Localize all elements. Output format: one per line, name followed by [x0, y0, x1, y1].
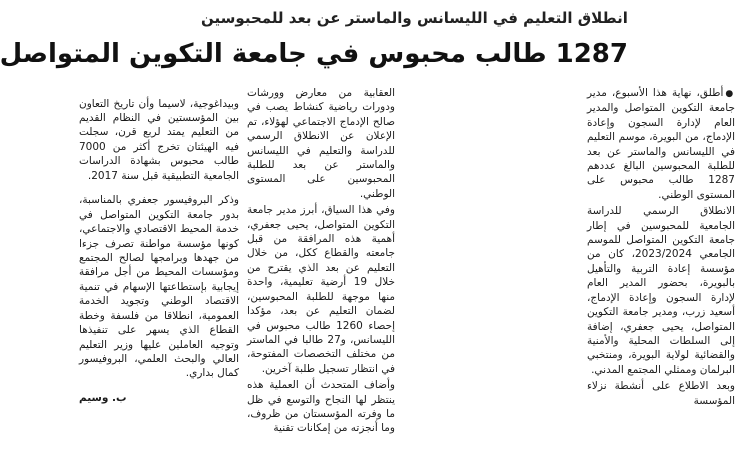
paragraph: وذكر البروفيسور جعفري بالمناسبة، بدور جامعة التكوين المتواصل في خدمة المحيط الاقتصادي والاجتماعي، كونها مؤسسة مواطنة تصرف جزءا من جهدها وبرامجها لصالح المجتمع ومؤسسات المحيط من أجل مرافقة إيجابية بإستطاعتها الإسهام في تنمية الاقتصاد الوطني وتجويد الخدمة العمومية، انطلاقا من فلسفة وخطة القطاع الذي يسهر على تنفيذها وتوجيه العاملين عليها وزير التعليم العالي والبحث العلمي، البروفيسور كمال بداري. — [79, 194, 239, 380]
article-kicker: انطلاق التعليم في الليسانس والماستر عن بعد للمحبوسين — [201, 9, 628, 27]
paragraph: وفي هذا السياق، أبرز مدير جامعة التكوين المتواصل، يحيى جعفري، أهمية هذه المرافقة من قبل جامعته والقطاع ككل، من خلال التعليم عن بعد الذي يقترح من خلال 19 أرضية تعليمية، واحدة منها موجهة للطلبة المحبوسين، لضمان التعليم عن بعد، مؤكدا إحصاء 1260 طالب محبوس في الليسانس، و27 طالبا في الماستر من مختلف التخصصات المفتوحة، في انتظار تسجيل طلبة آخرين. — [247, 204, 395, 375]
article-headline: 1287 طالب محبوس في جامعة التكوين المتواصل — [0, 39, 628, 69]
paragraph: وأضاف المتحدث أن العملية هذه ينتظر لها النجاح والتوسع في ظل ما وفرته المؤسستان من ظروف، وما أنجزته من إمكانات تقنية — [247, 379, 395, 435]
column-2 — [247, 86, 395, 435]
bullet-icon: ● — [725, 89, 735, 99]
paragraph: وبيداغوجية، لاسيما وأن تاريخ التعاون بين المؤسستين في النظام القديم من التعليم يمتد لربع قرن، سجلت فيه الهيئتان تخرج أكثر من 7000 طالب محبوس بشهادة الدراسات الجامعية التطبيقية قبل سنة 2017. — [79, 97, 239, 182]
article-body-right-columns — [247, 86, 736, 435]
column-1 — [587, 86, 735, 406]
paragraph: العقابية من معارض وورشات ودورات رياضية كنشاط يصب في صالح الإدماج الاجتماعي لهؤلاء، تم الإعلان عن الانطلاق الرسمي للدراسة والتعليم في الليسانس والماستر عن بعد للطلبة المحبوسين على المستوى الوطني. — [247, 87, 395, 200]
column-3 — [79, 86, 239, 405]
paragraph: الانطلاق الرسمي للدراسة الجامعية للمحبوسين في إطار جامعة التكوين المتواصل للموسم الجامعي 2023/2024، كان من مؤسسة إعادة التربية والتأهيل بالبويرة، بحضور المدير العام لإدارة السجون وإعادة الإدماج، أسعيد زرب، ومدير جامعة التكوين المتواصل، يحيى جعفري، إضافة إلى السلطات المحلية والأمنية والقضائية لولاية البويرة، ومنتخبي البرلمان وممثلي المجتمع المدني. — [587, 205, 736, 376]
paragraph: وبعد الاطلاع على أنشطة نزلاء المؤسسة — [587, 380, 735, 407]
paragraph: ●أطلق، نهاية هذا الأسبوع، مدير جامعة التكوين المتواصل والمدير العام لإدارة السجون وإعادة الإدماج، من البويرة، موسم التعليم في الليسانس والماستر عن بعد للطلبة المحبوسين البالغ عددهم 1287 طالب محبوس على المستوى الوطني. — [587, 87, 735, 201]
author-signature: ب. وسيم — [79, 392, 127, 405]
